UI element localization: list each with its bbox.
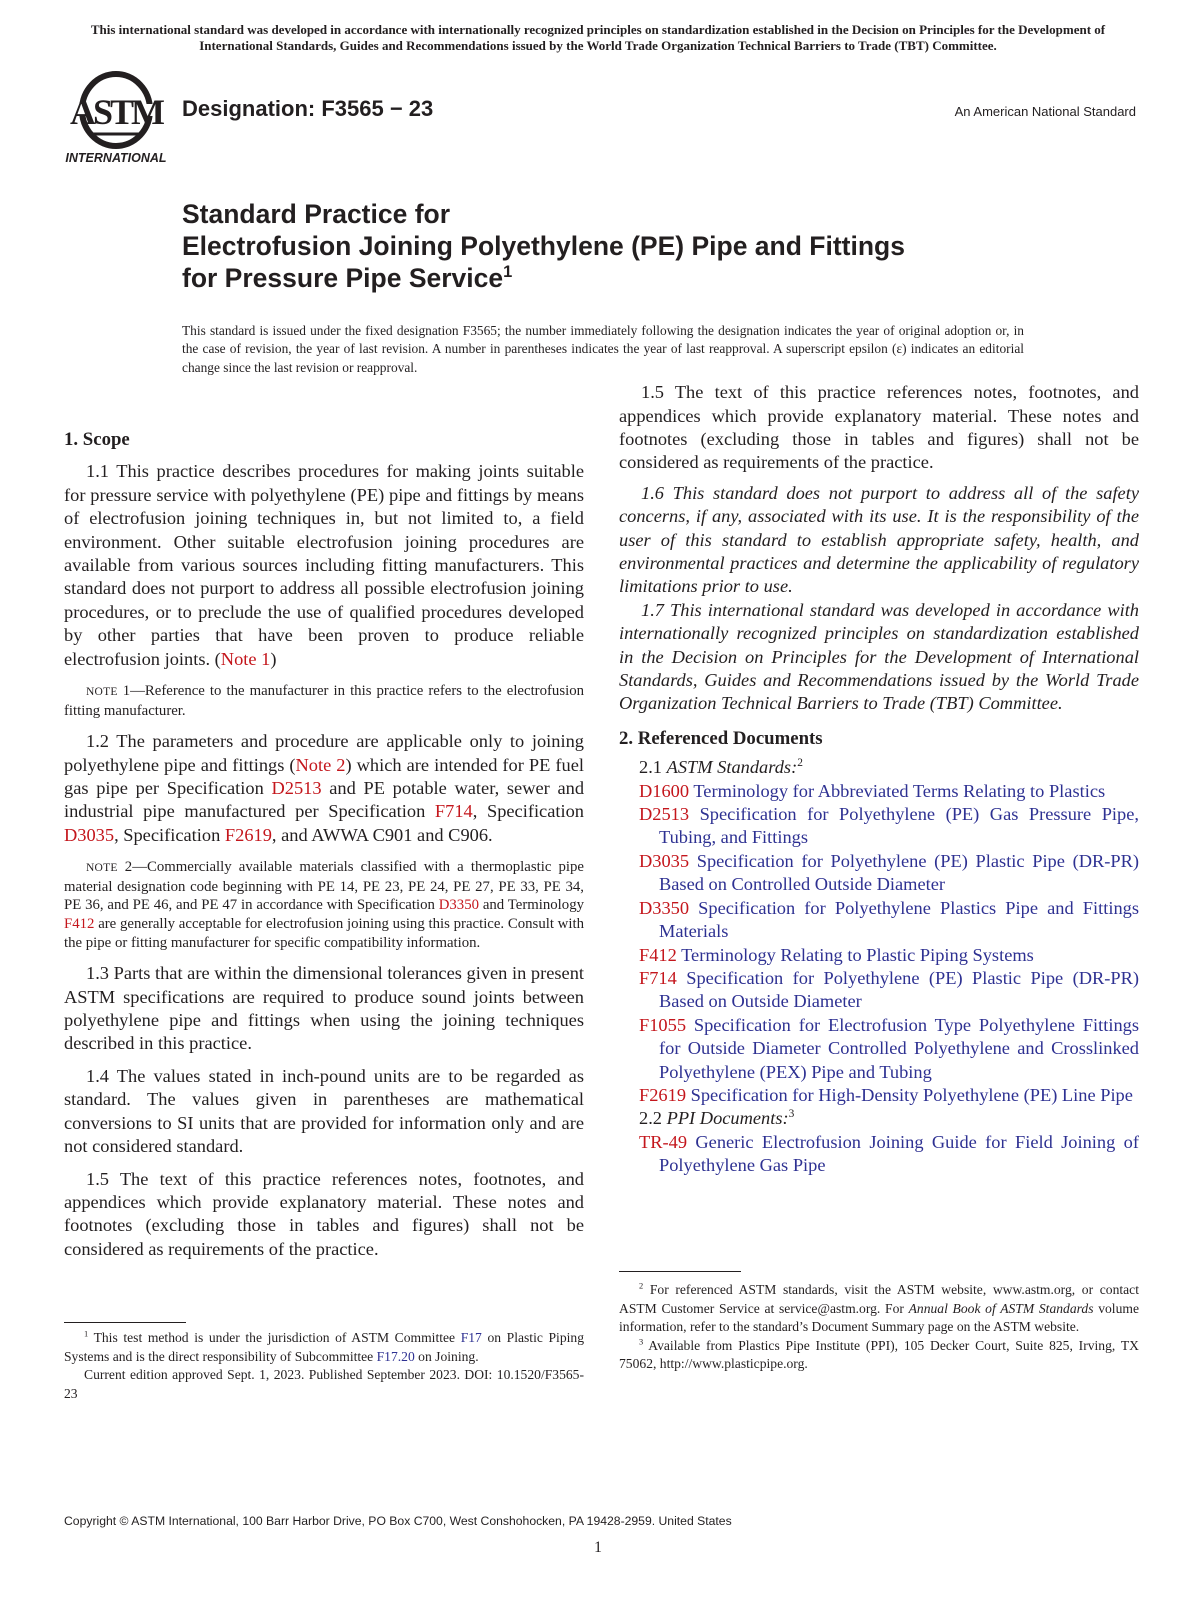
reference-code-link[interactable]: D1600 [639, 780, 690, 801]
international-standard-notice: This international standard was developed in accordance with internationally recognized principles on standardization established in the Decision on Principles for the Development of International Standards, Guides and Recommendations issued by the World Trade Organization Technical Barriers to Trade (TBT) Committee. [90, 22, 1106, 53]
reference-title-link[interactable]: Specification for Electrofusion Type Polyethylene Fittings for Outside Diameter Controlled Polyethylene and Crosslinked Polyethylene (PEX) Pipe and Tubing [659, 1014, 1139, 1082]
ppi-reference-list [639, 1131, 1139, 1178]
astm-logo [64, 70, 168, 166]
reference-title-link[interactable]: Terminology Relating to Plastic Piping Systems [676, 944, 1034, 965]
reference-item [639, 897, 1139, 944]
copyright: Copyright © ASTM International, 100 Barr Harbor Drive, PO Box C700, West Conshohocken, PA 19428-2959. United States [64, 1514, 732, 1528]
footnote-rule-left [64, 1322, 186, 1323]
footnote-1: $^1$ This test method is under the jurisdiction of ASTM Committee F17 on Plastic Piping Systems and is the direct responsibility of Subcommittee F17.20 on Joining. [64, 1328, 584, 1364]
reference-item [639, 803, 1139, 850]
reference-item [639, 780, 1139, 803]
reference-item [639, 850, 1139, 897]
designation: Designation: F3565 − 23 [182, 96, 434, 121]
reference-code-link[interactable]: D3035 [639, 850, 690, 871]
para-1-7: 1.7 This international standard was developed in accordance with internationally recognized principles on standardization established in the Decision on Principles for the Development of International Standards, Guides and Recommendations issued by the World Trade Organization Technical Barriers to Trade (TBT) Committee. [619, 599, 1139, 714]
reference-code-link[interactable]: D2513 [639, 804, 690, 825]
ppi-documents-subheading: 2.2 PPI Documents:$^3$ [639, 1108, 795, 1129]
f17-committee-link[interactable]: F17 [460, 1330, 482, 1345]
footnote-rule-right [619, 1271, 741, 1272]
reference-code-link[interactable]: F412 [639, 944, 677, 965]
reference-item [639, 1131, 1139, 1178]
para-1-5-continued: 1.5 The text of this practice references notes, footnotes, and appendices which provide explanatory material. These notes and footnotes (excluding those in tables and figures) shall not be considered as requirements of the practice. [619, 382, 1139, 473]
reference-item [639, 967, 1139, 1014]
reference-item [639, 1014, 1139, 1084]
reference-title-link[interactable]: Specification for High-Density Polyethylene (PE) Line Pipe [686, 1084, 1133, 1105]
reference-code-link[interactable]: F2619 [639, 1084, 687, 1105]
para-1-1: 1.1 This practice describes procedures for making joints suitable for pressure service with polyethylene (PE) pipe and fittings by means of electrofusion joining techniques in, but not limited to, a field environment. Other suitable electrofusion joining procedures are available from various sources including fitting manufacturers. This standard does not purport to address all possible electrofusion joining procedures, or to preclude the use of qualified procedures developed by other parties that have been proven to produce reliable electrofusion joints. (Note 1) [64, 461, 584, 669]
d3350-note-link[interactable]: D3350 [438, 897, 479, 914]
logo-international-text: INTERNATIONAL [65, 151, 167, 165]
reference-title-link[interactable]: Terminology for Abbreviated Terms Relating to Plastics [689, 780, 1106, 801]
issue-note: This standard is issued under the fixed designation F3565; the number immediately following the designation indicates the year of original adoption or, in the case of revision, the year of last revision. A number in parentheses indicates the year of last reapproval. A superscript epsilon (ε) indicates an editorial change since the last revision or reapproval. [182, 323, 1024, 375]
scope-heading: 1. Scope [64, 429, 130, 450]
reference-item [639, 944, 1139, 967]
title-footnote-mark: 1 [503, 263, 513, 282]
note-1: NOTE 1—Reference to the manufacturer in this practice refers to the electrofusion fitting manufacturer. [64, 683, 584, 719]
left-column [64, 428, 585, 1259]
reference-title-link[interactable]: Generic Electrofusion Joining Guide for Field Joining of Polyethylene Gas Pipe [659, 1131, 1139, 1176]
note-2: NOTE 2—Commercially available materials classified with a thermoplastic pipe material designation code beginning with PE 14, PE 23, PE 24, PE 27, PE 33, PE 34, PE 36, and PE 46, and PE 47 in accordance with Specification D3350 and Terminology F412 are generally acceptable for electrofusion joining using this practice. Consult with the pipe or fitting manufacturer for specific compatibility information. [64, 859, 584, 951]
right-column [619, 382, 1139, 1178]
f2619-link[interactable]: F2619 [224, 824, 272, 845]
astm-reference-list [639, 780, 1139, 1108]
title-line-3: for Pressure Pipe Service [182, 263, 504, 293]
para-1-6: 1.6 This standard does not purport to address all of the safety concerns, if any, associated with its use. It is the responsibility of the user of this standard to establish appropriate safety, health, and environmental practices and determine the applicability of regulatory limitations prior to use. [619, 482, 1139, 597]
document-title [182, 198, 1002, 294]
reference-title-link[interactable]: Specification for Polyethylene (PE) Gas Pressure Pipe, Tubing, and Fittings [659, 804, 1139, 848]
footnote-2: $^2$ For referenced ASTM standards, visit the ASTM website, www.astm.org, or contact ASTM Customer Service at service@astm.org. For Annual Book of ASTM Standards volume information, refer to the standard’s Document Summary page on the ASTM website. [619, 1280, 1139, 1334]
page-number: 1 [594, 1539, 602, 1556]
astm-standards-subheading: 2.1 ASTM Standards:$^2$ [639, 757, 803, 778]
reference-title-link[interactable]: Specification for Polyethylene Plastics Pipe and Fittings Materials [659, 897, 1139, 942]
referenced-documents-heading: 2. Referenced Documents [619, 727, 823, 749]
reference-code-link[interactable]: TR-49 [639, 1131, 688, 1152]
note-1-link[interactable]: Note 1 [220, 648, 271, 669]
footnote-3: $^3$ Available from Plastics Pipe Institute (PPI), 105 Decker Court, Suite 825, Irving, TX 75062, http://www.plasticpipe.org. [619, 1335, 1139, 1371]
american-national-standard: An American National Standard [954, 104, 1136, 119]
d3035-link[interactable]: D3035 [64, 824, 115, 845]
title-line-1: Standard Practice for [182, 199, 451, 229]
astm-logo-mark-icon [64, 70, 168, 166]
reference-code-link[interactable]: D3350 [639, 897, 690, 918]
d2513-link[interactable]: D2513 [271, 778, 322, 799]
logo-letters: ASTM [69, 92, 163, 132]
reference-title-link[interactable]: Specification for Polyethylene (PE) Plastic Pipe (DR-PR) Based on Controlled Outside Diameter [659, 850, 1139, 895]
title-line-2: Electrofusion Joining Polyethylene (PE) Pipe and Fittings [182, 231, 905, 261]
reference-item [639, 1084, 1139, 1107]
f714-link[interactable]: F714 [434, 801, 473, 822]
para-1-3: 1.3 Parts that are within the dimensional tolerances given in present ASTM specifications are required to produce sound joints between polyethylene pipe and fittings when using the joining techniques described in this practice. [64, 963, 584, 1054]
reference-code-link[interactable]: F714 [639, 967, 677, 988]
para-1-5: 1.5 The text of this practice references notes, footnotes, and appendices which provide explanatory material. These notes and footnotes (excluding those in tables and figures) shall not be considered as requirements of the practice. [64, 1168, 584, 1259]
f412-note-link[interactable]: F412 [64, 916, 95, 933]
footnote-1-edition: Current edition approved Sept. 1, 2023. Published September 2023. DOI: 10.1520/F3565-23 [64, 1367, 584, 1401]
footnotes-right [619, 1281, 1139, 1374]
para-1-2: 1.2 The parameters and procedure are applicable only to joining polyethylene pipe and fittings (Note 2) which are intended for PE fuel gas pipe per Specification D2513 and PE potable water, sewer and industrial pipe manufactured per Specification F714, Specification D3035, Specification F2619, and AWWA C901 and C906. [64, 731, 585, 845]
footnotes-left [64, 1329, 584, 1403]
f1720-subcommittee-link[interactable]: F17.20 [376, 1348, 415, 1364]
para-1-4: 1.4 The values stated in inch-pound units are to be regarded as standard. The values given in parentheses are mathematical conversions to SI units that are provided for information only and are not considered standard. [64, 1065, 584, 1157]
reference-title-link[interactable]: Specification for Polyethylene (PE) Plastic Pipe (DR-PR) Based on Outside Diameter [659, 967, 1139, 1012]
reference-code-link[interactable]: F1055 [639, 1014, 687, 1035]
note-2-link[interactable]: Note 2 [295, 754, 346, 775]
